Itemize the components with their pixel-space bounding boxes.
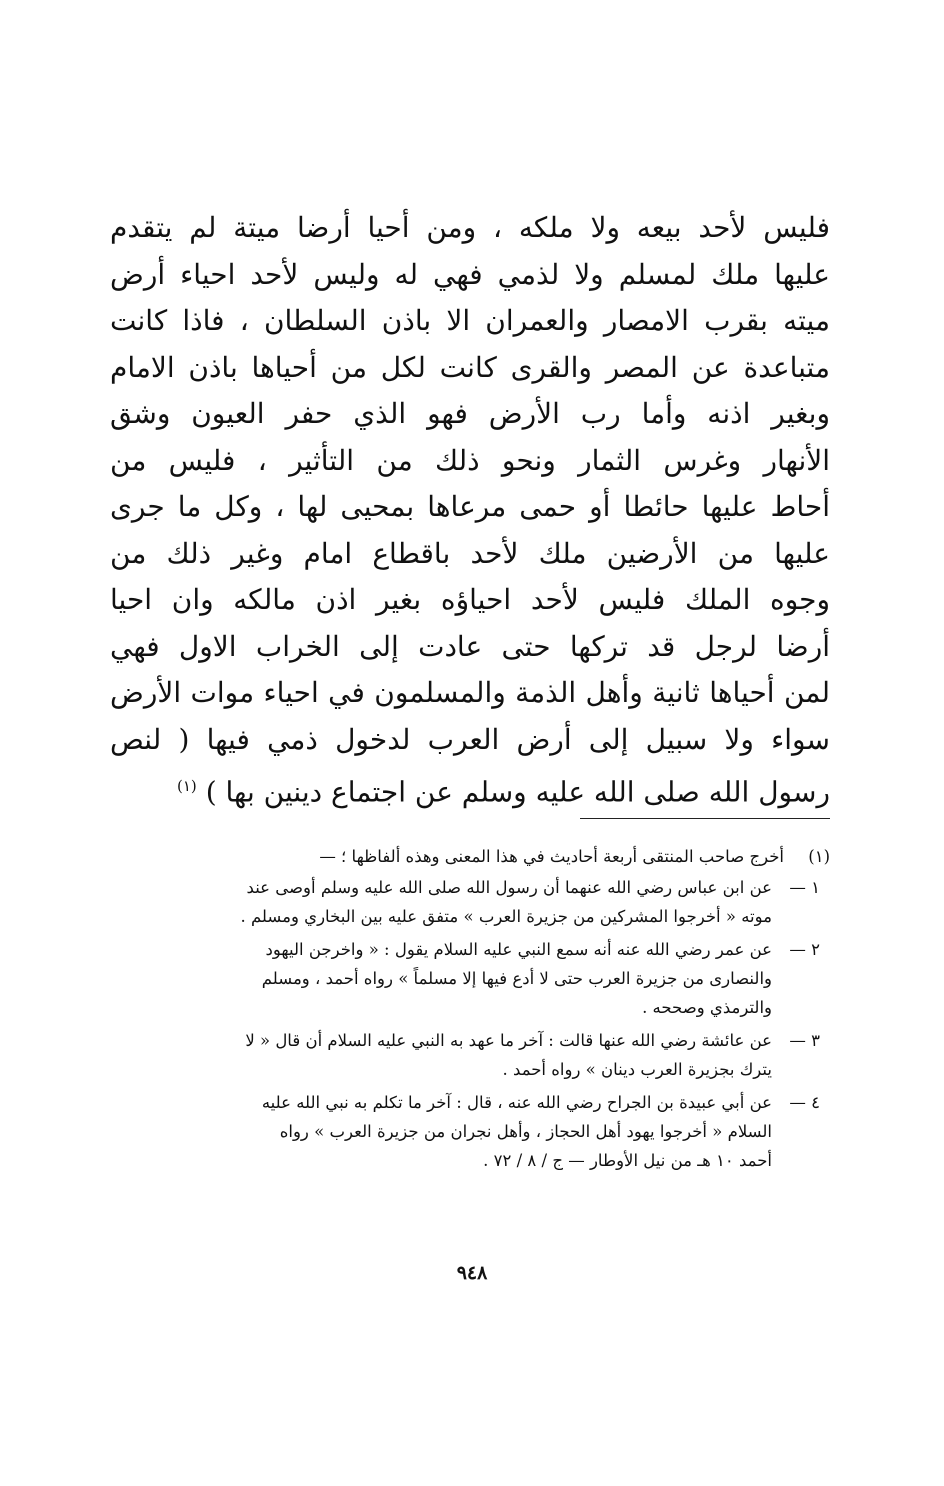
footnote-item-text [110, 935, 772, 1022]
footnote-item [110, 1026, 830, 1084]
page-number: ٩٤٨ [456, 1262, 488, 1284]
main-text-line: متباعدة عن المصر والقرى كانت لكل من أحياها باذن الامام [110, 350, 830, 384]
footnote-number: (١) [808, 847, 830, 866]
footnote-item-number: ٣ — [789, 1031, 820, 1050]
main-text-line: رسول الله صلى الله عليه وسلم عن اجتماع دينين بها ) [205, 775, 830, 809]
footnote-line: موته « أخرجوا المشركين من جزيرة العرب » متفق عليه بين البخاري ومسلم . [240, 907, 772, 926]
footnote-line: أحمد ١٠ هـ من نيل الأوطار — ج / ٨ / ٧٢ . [483, 1151, 772, 1170]
footnote-item-text [110, 873, 772, 931]
main-text-line: أحاط عليها حائطا أو حمى مرعاها بمحيى لها ، وكل ما جرى [110, 490, 830, 523]
footnote-item-text [110, 1026, 772, 1084]
footnote-line: والنصارى من جزيرة العرب حتى لا أدع فيها إلا مسلماً » رواه أحمد ، ومسلم [261, 969, 772, 988]
footnote-line: عن أبي عبيدة بن الجراح رضي الله عنه ، قال : آخر ما تكلم به نبي الله عليه [261, 1093, 772, 1112]
footnote-separator [580, 818, 830, 819]
main-text-line: سواء ولا سبيل إلى أرض العرب لدخول ذمي فيها ( لنص [110, 722, 830, 756]
main-text-last-line [110, 763, 830, 816]
footnotes-block [110, 842, 830, 1179]
footnote-line: والترمذي وصححه . [642, 998, 772, 1017]
footnote-item [110, 1088, 830, 1175]
main-text-line: فليس لأحد بيعه ولا ملكه ، ومن أحيا أرضا ميتة لم يتقدم [110, 211, 830, 244]
main-text-line: ميته بقرب الامصار والعمران الا باذن السلطان ، فاذا كانت [110, 304, 830, 337]
main-text-line: لمن أحياها ثانية وأهل الذمة والمسلمون في احياء موات الأرض [110, 676, 830, 709]
footnote-intro-text: أخرج صاحب المنتقى أربعة أحاديث في هذا المعنى وهذه ألفاظها ؛ — [319, 847, 784, 866]
main-text-line: أرضا لرجل قد تركها حتى عادت إلى الخراب الاول فهي [110, 629, 830, 663]
footnote-intro [110, 842, 830, 871]
main-text-line: وجوه الملك فليس لأحد احياؤه بغير اذن مالكه وان احيا [110, 583, 830, 616]
footnote-item-text [110, 1088, 772, 1175]
main-text-line: عليها ملك لمسلم ولا لذمي فهي له وليس لأحد احياء أرض [110, 257, 830, 291]
footnote-line: عن عائشة رضي الله عنها قالت : آخر ما عهد به النبي عليه السلام أن قال « لا [245, 1031, 772, 1050]
footnote-item-number: ٤ — [789, 1093, 820, 1112]
footnote-reference-marker[interactable]: (١) [177, 777, 197, 795]
main-text-block [110, 205, 830, 816]
footnote-item-number: ٢ — [789, 940, 820, 959]
footnote-item [110, 873, 830, 931]
footnote-line: السلام « أخرجوا يهود أهل الحجاز ، وأهل نجران من جزيرة العرب » رواه [279, 1122, 772, 1141]
footnote-line: عن ابن عباس رضي الله عنهما أن رسول الله صلى الله عليه وسلم أوصى عند [246, 878, 772, 897]
footnote-item [110, 935, 830, 1022]
footnote-line: يترك بجزيرة العرب دينان » رواه أحمد . [502, 1060, 772, 1079]
footnote-item-number: ١ — [789, 878, 820, 897]
main-text-line: الأنهار وغرس الثمار ونحو ذلك من التأثير ، فليس من [110, 443, 830, 477]
main-text-line: عليها من الأرضين ملك لأحد باقطاع امام وغير ذلك من [110, 536, 830, 570]
main-text-line: وبغير اذنه وأما رب الأرض فهو الذي حفر العيون وشق [110, 397, 830, 430]
footnote-line: عن عمر رضي الله عنه أنه سمع النبي عليه السلام يقول : « واخرجن اليهود [265, 940, 772, 959]
